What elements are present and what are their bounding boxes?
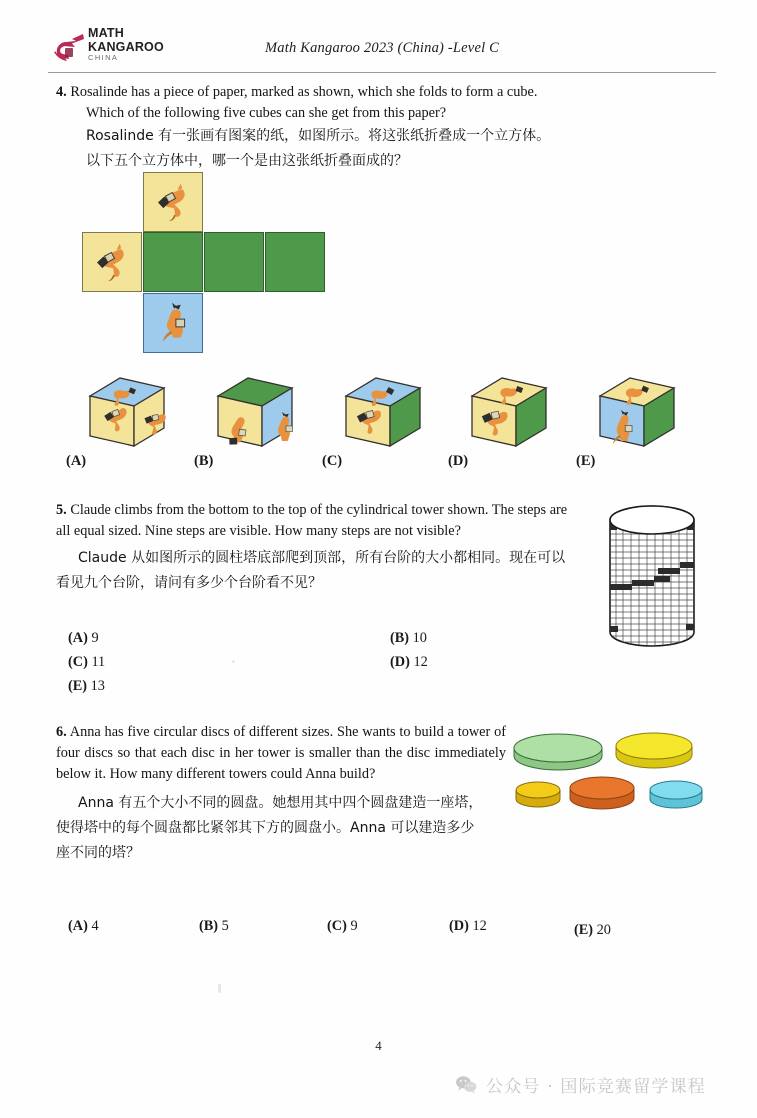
question-5-text [56,500,576,542]
page-header [48,26,716,72]
logo-line-math: MATH [88,26,124,40]
question-5-en: Claude climbs from the bottom to the top of the cylindrical tower shown. The steps are all equal sized. Nine steps are visible. How many steps are not visible? [56,502,568,539]
question-4-zh-1: Rosalinde 有一张画有图案的纸，如图所示。将这张纸折叠成一个立方体。 [86,128,551,144]
discs-illustration [508,722,720,814]
option-q6-e-value: 20 [596,922,611,938]
option-q6-c-label: (C) [327,918,347,934]
option-q5-c-value: 11 [91,654,106,670]
option-q6-c[interactable] [327,918,358,935]
disc-yellow-small [516,782,560,807]
option-q6-b-value: 5 [221,918,229,934]
cube-d-illustration [466,372,552,452]
option-q6-b-label: (B) [199,918,219,934]
question-5-options [68,630,628,700]
question-6-en: Anna has five circular discs of different sizes. She wants to build a tower of four discs so that each disc in her tower is smaller than the disc immediately below it. How many different towers could Anna build? [56,724,506,782]
question-5-zh-1-wrap [56,546,576,571]
disc-cyan [650,781,702,808]
disc-yellow-large [616,733,692,768]
option-q5-a[interactable] [68,630,99,647]
question-5-number: 5. [56,502,67,518]
option-q5-e-value: 13 [90,678,105,694]
question-6-text [56,722,506,785]
option-q5-c-label: (C) [68,654,88,670]
choice-cube-b[interactable] [194,372,298,470]
question-6 [56,722,506,866]
question-4-number: 4. [56,84,67,100]
option-q6-d-value: 12 [472,918,487,934]
option-q5-d[interactable] [390,654,428,671]
cube-b-illustration [212,372,298,452]
option-q6-a-label: (A) [68,918,88,934]
question-5-zh-1: Claude 从如图所示的圆柱塔底部爬到顶部，所有台阶的大小都相同。现在可以 [78,550,566,566]
kangaroo-icon [83,233,141,291]
kangaroo-icon [144,173,202,231]
question-6-zh-3: 座不同的塔？ [56,845,140,861]
question-6-zh-1-wrap [56,791,506,816]
choice-label-e: (E) [576,453,596,469]
disc-orange [570,777,634,809]
option-q6-b[interactable] [199,918,229,935]
option-q6-a[interactable] [68,918,99,935]
option-q5-d-label: (D) [390,654,410,670]
header-title: Math Kangaroo 2023 (China) -Level C [264,40,499,56]
cube-e-illustration [594,372,680,452]
choice-cube-a[interactable] [66,372,170,470]
scan-artifact [232,660,235,663]
header-divider [48,72,716,73]
net-cell-middle-1 [143,232,203,292]
logo-line-kangaroo: KANGAROO [88,39,164,54]
question-6-number: 6. [56,724,67,740]
disc-green-large [514,734,602,770]
logo-line-china: CHINA [88,53,119,62]
question-5-zh-2: 看见九个台阶，请问有多少个台阶看不见？ [56,575,322,591]
discs-figure [508,722,720,814]
net-cell-top [143,172,203,232]
cube-a-illustration [84,372,170,452]
option-q5-a-value: 9 [91,630,99,646]
option-q5-b[interactable] [390,630,427,647]
option-q5-e-label: (E) [68,678,88,694]
watermark [455,1072,706,1097]
option-q5-b-value: 10 [412,630,427,646]
cube-net-figure [82,172,328,338]
question-5 [56,500,576,596]
question-4-line-1 [56,82,550,103]
question-4 [56,82,550,174]
question-4-choices [60,372,720,472]
net-cell-bottom [143,293,203,353]
option-q5-d-value: 12 [413,654,428,670]
choice-label-c: (C) [322,453,343,469]
net-cell-left [82,232,142,292]
choice-label-d: (D) [448,453,469,469]
question-4-en-1: Rosalinde has a piece of paper, marked as shown, which she folds to form a cube. [70,84,538,100]
net-cell-middle-3 [265,232,325,292]
scan-artifact [218,984,221,993]
option-q6-a-value: 4 [91,918,99,934]
net-cell-middle-2 [204,232,264,292]
option-q5-c[interactable] [68,654,105,671]
page-number: 4 [375,1038,382,1053]
choice-cube-d[interactable] [448,372,552,470]
choice-label-b: (B) [194,453,214,469]
watermark-text: 公众号 · 国际竞赛留学课程 [486,1077,707,1097]
kangaroo-icon [144,294,202,352]
option-q5-a-label: (A) [68,630,88,646]
option-q5-e[interactable] [68,678,105,695]
question-4-zh-2: 以下五个立方体中，哪一个是由这张纸折叠面成的？ [86,153,408,169]
question-4-en-2: Which of the following five cubes can she get from this paper? [86,105,447,121]
choice-cube-c[interactable] [322,372,426,470]
cube-c-illustration [340,372,426,452]
option-q6-c-value: 9 [350,918,358,934]
choice-cube-e[interactable] [576,372,680,470]
question-6-zh-2: 使得塔中的每个圆盘都比紧邻其下方的圆盘小。Anna 可以建造多少 [56,820,475,836]
wechat-icon [455,1075,477,1094]
option-q6-d-label: (D) [449,918,469,934]
option-q6-d[interactable] [449,918,487,935]
question-6-options [68,918,648,946]
option-q6-e[interactable] [574,922,611,939]
option-q6-e-label: (E) [574,922,594,938]
option-q5-b-label: (B) [390,630,410,646]
choice-label-a: (A) [66,453,87,469]
question-6-zh-1: Anna 有五个大小不同的圆盘。她想用其中四个圆盘建造一座塔， [78,795,483,811]
